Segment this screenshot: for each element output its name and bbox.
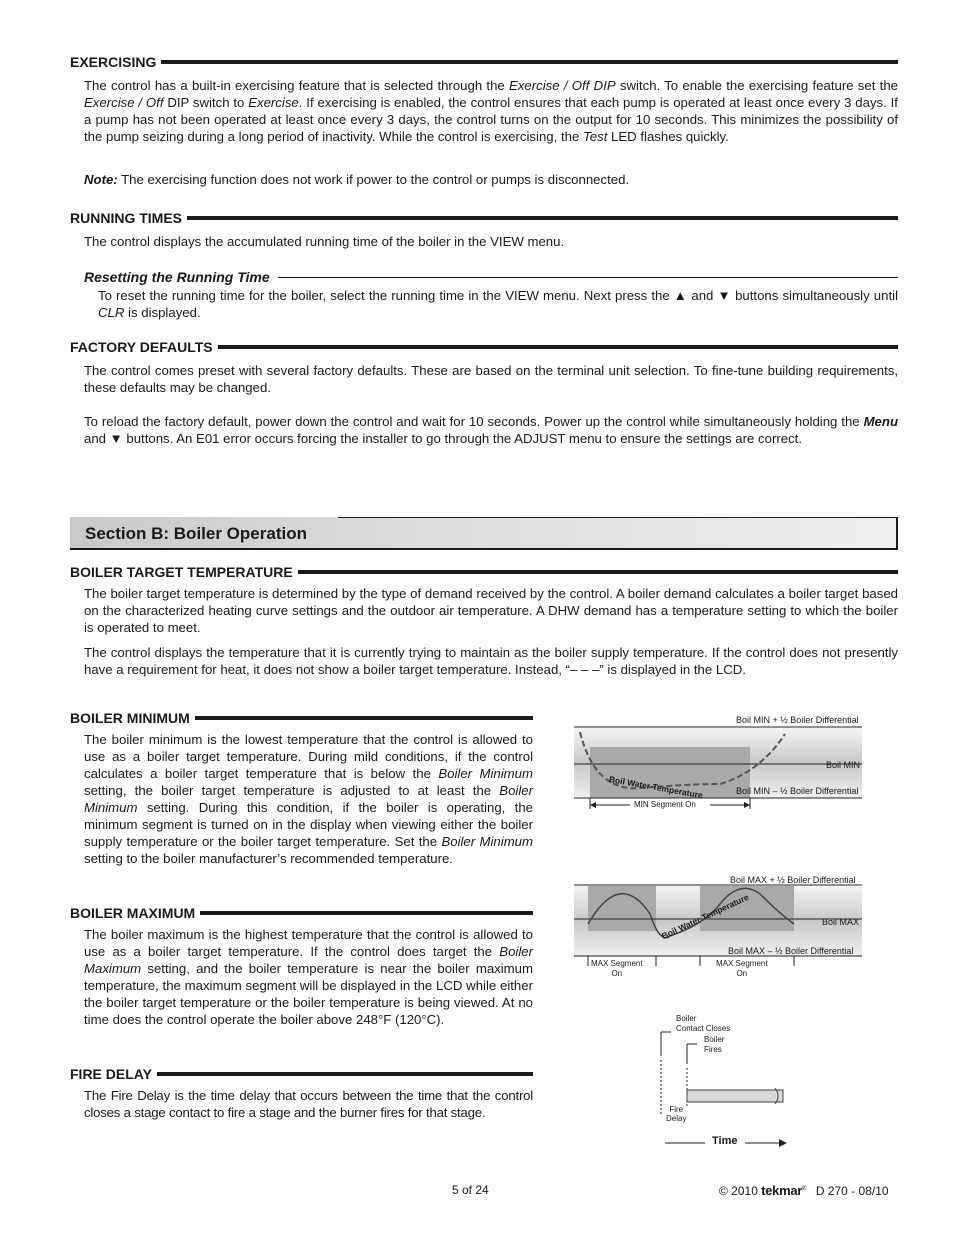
min-top-label: Boil MIN + ½ Boiler Differential (736, 715, 859, 725)
boiler-fires-label: Boiler Fires (704, 1035, 725, 1054)
resetting-paragraph: To reset the running time for the boiler, select the running time in the VIEW menu. Next press the ▲ and ▼ buttons simultaneously until CLR is displayed. (98, 288, 898, 320)
boiler-target-paragraph-2: The control displays the temperature that it is currently trying to maintain as the boiler supply temperature. If the control does not presently have a requirement for heat, it does not show a boiler target temperature. Instead, “– – –” is displayed in the LCD. (84, 645, 898, 677)
section-b-title: Section B: Boiler Operation (85, 524, 307, 543)
min-mid-label: Boil MIN (826, 760, 861, 770)
exercising-heading: EXERCISING (70, 54, 898, 70)
tekmar-logo: tekmar (761, 1183, 803, 1198)
boiler-maximum-heading: BOILER MAXIMUM (70, 905, 533, 921)
factory-defaults-paragraph-1: The control comes preset with several factory defaults. These are based on the terminal unit selection. To fine-tune building requirements, these defaults may be changed. (84, 363, 898, 395)
max-segment-1-label: MAX Segment On (591, 959, 643, 978)
contact-closes-label: Boiler Contact Closes (676, 1014, 731, 1033)
max-curve-label: Boil Water Temperature (660, 891, 751, 942)
boiler-minimum-paragraph: The boiler minimum is the lowest temperature that the control is allowed to use as a boiler target temperature. During mild conditions, if the control calculates a boiler target temperature that is below the Boiler Minimum setting, the boiler target temperature is adjusted to at least the Boiler Minimum setting. During this condition, if the boiler is operating, the minimum segment is turned on in the display when viewing either the boiler supply temperature or the boiler target temperature. Set the Boiler Minimum setting to the boiler manufacturer’s recommended temperature. (84, 732, 534, 866)
fire-delay-label: Fire Delay (666, 1105, 687, 1123)
max-segment-2-label: MAX Segment On (716, 959, 768, 978)
min-segment-label: MIN Segment On (634, 800, 696, 809)
page-number: 5 of 24 (452, 1183, 489, 1197)
boiler-target-heading: BOILER TARGET TEMPERATURE (70, 564, 898, 580)
time-axis-label: Time (712, 1135, 738, 1147)
max-bottom-label: Boil MAX – ½ Boiler Differential (728, 946, 854, 956)
boiler-target-paragraph-1: The boiler target temperature is determined by the type of demand received by the control. A boiler demand calculates a boiler target based on the characterized heating curve settings and the outdoor air temperature. A DHW demand has a temperature setting to which the boiler is operated to meet. (84, 586, 898, 635)
fire-delay-heading: FIRE DELAY (70, 1066, 533, 1082)
boiler-minimum-heading: BOILER MINIMUM (70, 710, 533, 726)
max-top-label: Boil MAX + ½ Boiler Differential (730, 875, 856, 885)
running-times-paragraph: The control displays the accumulated running time of the boiler in the VIEW menu. (84, 234, 565, 249)
factory-defaults-paragraph-2: To reload the factory default, power down the control and wait for 10 seconds. Power up the control while simultaneously holding the Menu and ▼ buttons. An E01 error occurs forcing the installer to go through the ADJUST menu to ensure the settings are correct. (84, 414, 898, 446)
footer-right: © 2010 tekmar® D 270 - 08/10 (719, 1183, 889, 1198)
exercising-note: Note: The exercising function does not work if power to the control or pumps is disconnected. (84, 172, 630, 187)
fire-delay-diagram (655, 1020, 795, 1150)
exercising-paragraph: The control has a built-in exercising feature that is selected through the Exercise / Off DIP switch. To enable the exercising feature set the Exercise / Off DIP switch to Exercise. If exercising is enabled, the control ensures that each pump is operated at least once every 3 days. If a pump has not been operated at least once every 3 days, the control turns on the output for 10 seconds. This minimizes the possibility of the pump seizing during a long period of inactivity. While the control is exercising, the Test LED flashes quickly. (84, 78, 898, 144)
running-times-heading: RUNNING TIMES (70, 210, 898, 226)
min-bottom-label: Boil MIN – ½ Boiler Differential (736, 786, 859, 796)
min-curve-label: Boil Water Temperature (608, 774, 704, 801)
boiler-minimum-diagram (570, 712, 870, 818)
section-b-banner (70, 517, 898, 550)
fire-delay-paragraph: The Fire Delay is the time delay that occurs between the time that the control closes a stage contact to fire a stage and the burner fires for that stage. (84, 1088, 533, 1120)
boiler-maximum-paragraph: The boiler maximum is the highest temperature that the control is allowed to use as a boiler target temperature. If the control does target the Boiler Maximum setting, and the boiler temperature is near the boiler maximum temperature, the maximum segment will be displayed in the LCD while either the boiler target temperature or the boiler temperature is being viewed. At no time does the control operate the boiler above 248°F (120°C). (84, 927, 533, 1027)
max-mid-label: Boil MAX (822, 917, 860, 927)
factory-defaults-heading: FACTORY DEFAULTS (70, 339, 898, 355)
resetting-subheading: Resetting the Running Time (84, 269, 898, 285)
